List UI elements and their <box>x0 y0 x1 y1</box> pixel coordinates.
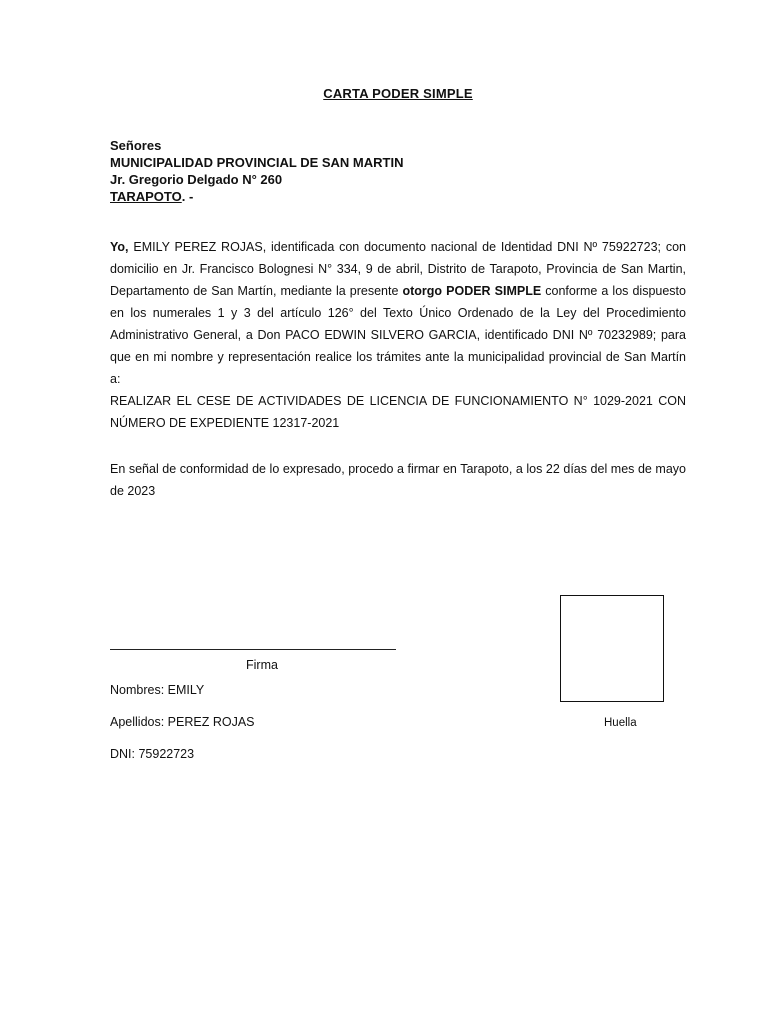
city-suffix: . - <box>181 189 194 204</box>
city-name: TARAPOTO <box>110 189 182 204</box>
salutation: Señores <box>110 138 162 153</box>
fingerprint-box <box>560 595 664 702</box>
dni-field: DNI: 75922723 <box>110 747 195 761</box>
grant-phrase: otorgo PODER SIMPLE <box>402 284 542 298</box>
body-text-part-2: conforme a los dispuesto en los numerales 1 y 3 del artículo 126° del Texto Único Ordenado de la Ley del Procedimiento Administrativo General, a Don PACO EDWIN SILVERO GARCIA, identificado DNI Nº 70232989; para que en mi nombre y representación realice los trámites ante la municipalidad provincial de San Martín a: <box>110 284 686 386</box>
body-text-part-1: EMILY PEREZ ROJAS, identificada con documento nacional de Identidad DNI Nº 75922723; con domicilio en Jr. Francisco Bolognesi N° 334, 9 de abril, Distrito de Tarapoto, Provincia de San Martin, Departamento de San Martín, mediante la presente <box>110 240 686 298</box>
document-title: CARTA PODER SIMPLE <box>323 86 473 101</box>
signature-line <box>110 649 396 650</box>
city-line <box>110 188 403 205</box>
signature-label: Firma <box>246 658 278 672</box>
request-text: REALIZAR EL CESE DE ACTIVIDADES DE LICENCIA DE FUNCIONAMIENTO N° 1029-2021 CON NÚMERO DE EXPEDIENTE 12317-2021 <box>110 394 686 430</box>
addressee-block <box>110 137 403 205</box>
body-paragraph <box>110 236 686 390</box>
apellidos-field: Apellidos: PEREZ ROJAS <box>110 715 255 729</box>
institution-address: Jr. Gregorio Delgado N° 260 <box>110 172 283 187</box>
nombres-field: Nombres: EMILY <box>110 683 205 697</box>
letter-body <box>110 236 686 434</box>
closing-paragraph: En señal de conformidad de lo expresado, procedo a firmar en Tarapoto, a los 22 días del mes de mayo de 2023 <box>110 462 686 498</box>
fingerprint-label: Huella <box>604 717 637 729</box>
institution-name: MUNICIPALIDAD PROVINCIAL DE SAN MARTIN <box>110 155 404 170</box>
opening-word: Yo, <box>110 240 129 254</box>
